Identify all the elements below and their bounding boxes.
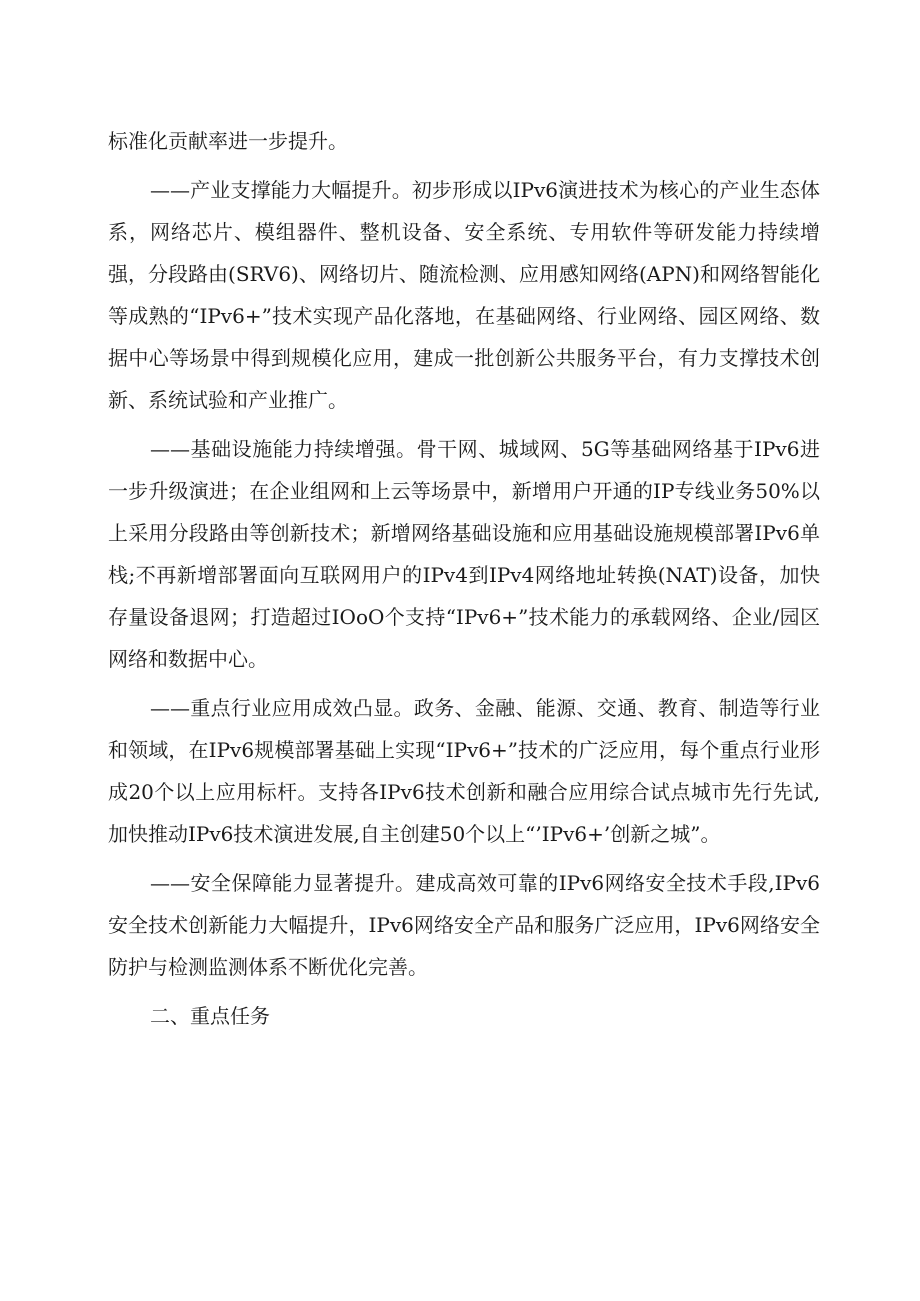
paragraph-industry-application: ——重点行业应用成效凸显。政务、金融、能源、交通、教育、制造等行业和领域，在IPv6规模部署基础上实现“IPv6+”技术的广泛应用，每个重点行业形成20个以上应用标杆。支持各IPv6技术创新和融合应用综合试点城市先行先试,加快推动IPv6技术演进发展,自主创建50个以上“’IPv6+’创新之城”。 xyxy=(108,696,820,846)
paragraph-industry-support: ——产业支撑能力大幅提升。初步形成以IPv6演进技术为核心的产业生态体系，网络芯片、模组器件、整机设备、安全系统、专用软件等研发能力持续增强，分段路由(SRV6)、网络切片、随流检测、应用感知网络(APN)和网络智能化等成熟的“IPv6+”技术实现产品化落地，在基础网络、行业网络、园区网络、数据中心等场景中得到规模化应用，建成一批创新公共服务平台，有力支撑技术创新、系统试验和产业推广。 xyxy=(108,178,820,412)
paragraph-security: ——安全保障能力显著提升。建成高效可靠的IPv6网络安全技术手段,IPv6安全技术创新能力大幅提升，IPv6网络安全产品和服务广泛应用，IPv6网络安全防护与检测监测体系不断优化完善。 xyxy=(108,871,820,979)
section-heading: 二、重点任务 xyxy=(150,1004,270,1028)
document-body xyxy=(108,120,820,1037)
paragraph-continuation: 标准化贡献率进一步提升。 xyxy=(108,129,348,153)
paragraph-infrastructure: ——基础设施能力持续增强。骨干网、城域网、5G等基础网络基于IPv6进一步升级演进；在企业组网和上云等场景中，新增用户开通的IP专线业务50%以上采用分段路由等创新技术；新增网络基础设施和应用基础设施规模部署IPv6单栈;不再新增部署面向互联网用户的IPv4到IPv4网络地址转换(NAT)设备，加快存量设备退网；打造超过IOoO个支持“IPv6+”技术能力的承载网络、企业/园区网络和数据中心。 xyxy=(108,437,820,671)
